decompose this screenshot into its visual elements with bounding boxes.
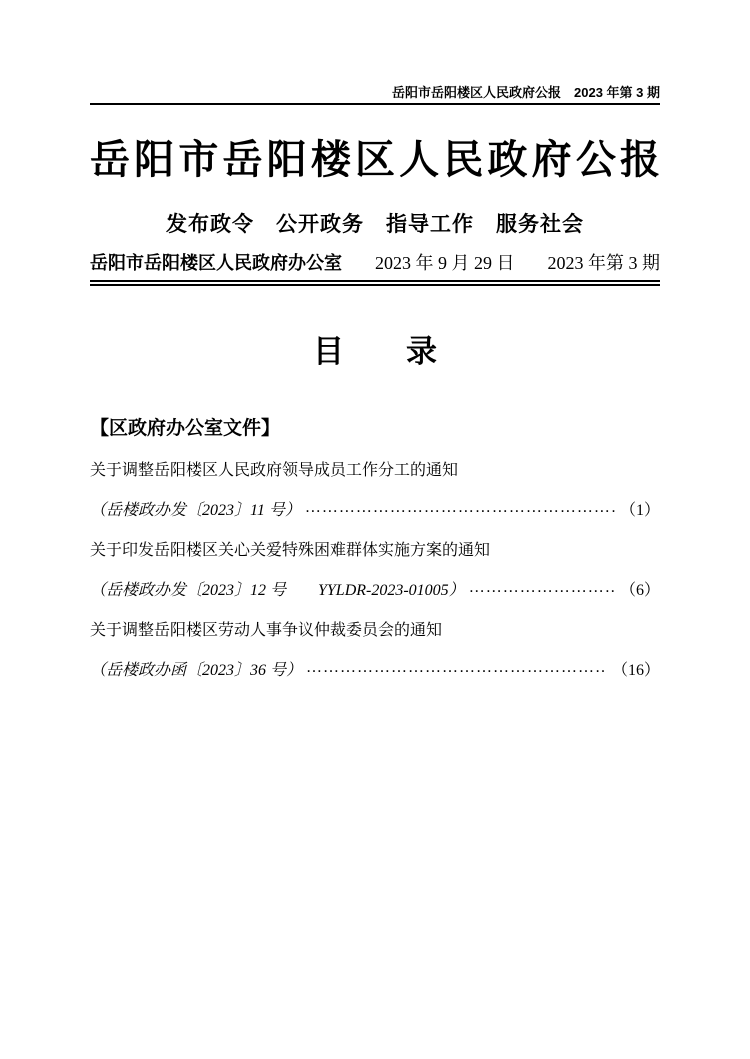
toc-entry-ref-line: [90, 648, 660, 688]
gazette-slogan: 发布政令 公开政务 指导工作 服务社会: [166, 213, 584, 236]
toc-entry-ref: （岳楼政办发〔2023〕12 号 YYLDR-2023-01005）: [90, 581, 465, 599]
toc-entry: [90, 528, 660, 608]
dot-leader: [305, 499, 615, 517]
dot-leader: [469, 579, 615, 597]
toc-entry-title: 关于调整岳阳楼区劳动人事争议仲裁委员会的通知: [90, 621, 443, 639]
publisher-name: 岳阳市岳阳楼区人民政府办公室: [90, 253, 342, 273]
toc-entry-ref: （岳楼政办发〔2023〕11 号）: [90, 501, 301, 519]
toc-entry-ref: （岳楼政办函〔2023〕36 号）: [90, 661, 303, 679]
publication-info-row: [90, 252, 660, 286]
toc-entry-list: [90, 448, 660, 688]
dot-leader: [306, 659, 607, 677]
toc-entry: [90, 448, 660, 528]
toc-section-heading: 【区政府办公室文件】: [90, 418, 281, 439]
running-header-text: 岳阳市岳阳楼区人民政府公报 2023 年第 3 期: [392, 85, 660, 100]
toc-entry-title: 关于印发岳阳楼区关心关爱特殊困难群体实施方案的通知: [90, 541, 491, 559]
toc-entry-page-number: （1）: [619, 501, 660, 519]
toc-entry-title: 关于调整岳阳楼区人民政府领导成员工作分工的通知: [90, 461, 459, 479]
toc-entry: [90, 608, 660, 688]
toc-entry-page-number: （6）: [619, 581, 660, 599]
toc-entry-ref-line: [90, 488, 660, 528]
toc-heading: 目 录: [313, 334, 437, 369]
running-header: [90, 85, 660, 105]
publication-date: 2023 年 9 月 29 日: [375, 253, 515, 273]
toc-entry-ref-line: [90, 568, 660, 608]
issue-number: 2023 年第 3 期: [547, 253, 660, 273]
gazette-title: 岳阳市岳阳楼区人民政府公报: [90, 137, 660, 182]
toc-entry-page-number: （16）: [611, 661, 660, 679]
